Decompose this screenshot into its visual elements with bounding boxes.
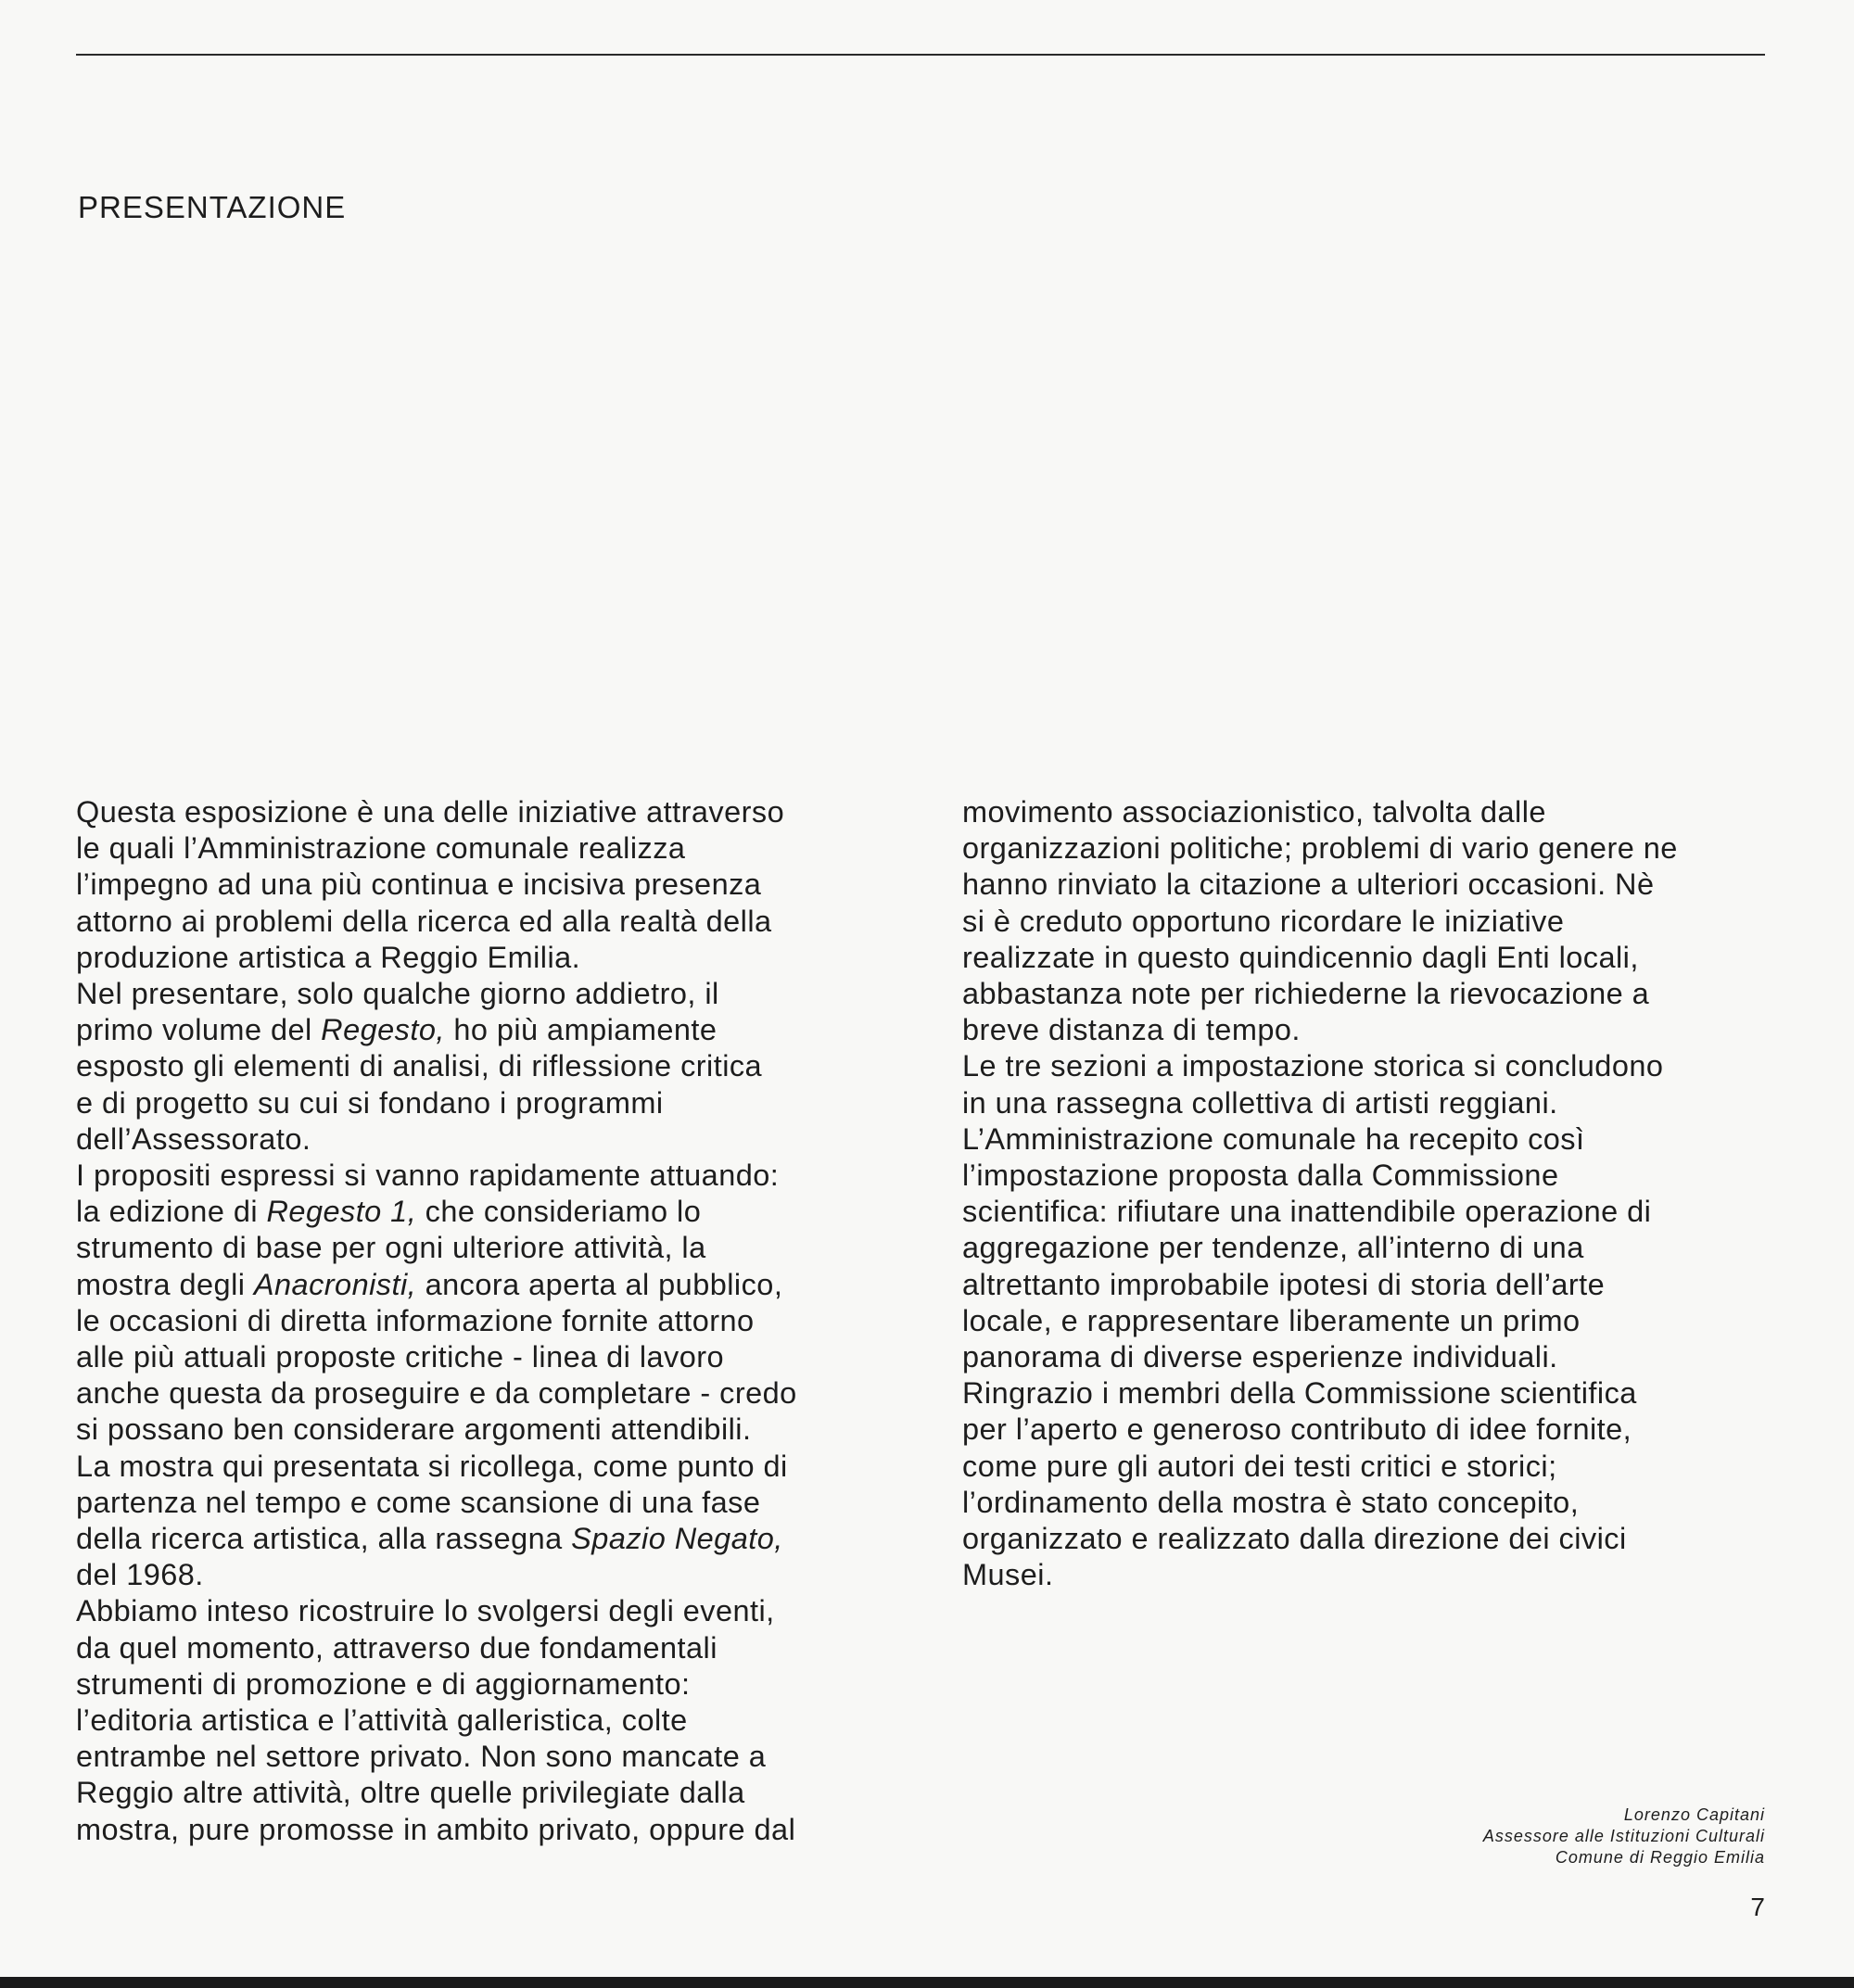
text-line <box>962 1303 1778 1339</box>
text-line <box>962 1194 1778 1230</box>
text-run: aggregazione per tendenze, all’interno di una <box>962 1231 1584 1265</box>
right-column <box>962 794 1778 1593</box>
text-line <box>962 1048 1778 1084</box>
text-line <box>962 1267 1778 1303</box>
text-run: si possano ben considerare argomenti attendibili. <box>76 1412 752 1447</box>
text-line <box>76 1230 910 1266</box>
text-run: esposto gli elementi di analisi, di riflessione critica <box>76 1049 763 1083</box>
italic-title: Regesto, <box>321 1013 445 1047</box>
text-run: mostra, pure promosse in ambito privato, oppure dal <box>76 1812 796 1846</box>
text-line <box>962 1121 1778 1158</box>
text-run: anche questa da proseguire e da completare - credo <box>76 1376 797 1411</box>
text-line <box>76 1703 910 1739</box>
text-line <box>76 976 910 1012</box>
text-line <box>76 1048 910 1084</box>
text-line <box>962 1485 1778 1521</box>
text-line <box>962 867 1778 903</box>
text-run: le occasioni di diretta informazione fornite attorno <box>76 1303 755 1337</box>
text-run: organizzato e realizzato dalla direzione dei civici <box>962 1522 1627 1556</box>
text-run: attorno ai problemi della ricerca ed alla realtà della <box>76 904 772 938</box>
page-number: 7 <box>1750 1893 1765 1921</box>
left-column <box>76 794 910 1848</box>
text-line <box>76 1739 910 1775</box>
text-line <box>76 1303 910 1339</box>
text-run: breve distanza di tempo. <box>962 1013 1301 1047</box>
text-run: l’ordinamento della mostra è stato concepito, <box>962 1485 1580 1519</box>
text-run: della ricerca artistica, alla rassegna <box>76 1522 572 1556</box>
text-run: I propositi espressi si vanno rapidamente attuando: <box>76 1159 780 1193</box>
bottom-edge <box>0 1977 1854 1988</box>
text-run: per l’aperto e generoso contributo di idee fornite, <box>962 1412 1632 1447</box>
text-line <box>962 830 1778 867</box>
text-run: alle più attuali proposte critiche - linea di lavoro <box>76 1340 725 1374</box>
text-line <box>76 1012 910 1048</box>
text-line <box>76 1085 910 1121</box>
text-line <box>962 1230 1778 1266</box>
text-run: primo volume del <box>76 1013 322 1047</box>
text-run: l’impegno ad una più continua e incisiva presenza <box>76 867 762 902</box>
text-run: strumento di base per ogni ulteriore attività, la <box>76 1231 706 1265</box>
text-line <box>76 1194 910 1230</box>
text-run: abbastanza note per richiederne la rievocazione a <box>962 977 1650 1011</box>
text-run: Le tre sezioni a impostazione storica si concludono <box>962 1049 1664 1083</box>
text-line <box>962 940 1778 976</box>
text-line <box>76 1666 910 1703</box>
text-run: Reggio altre attività, oltre quelle privilegiate dalla <box>76 1776 745 1810</box>
text-run: panorama di diverse esperienze individuali. <box>962 1340 1558 1374</box>
text-line <box>962 1012 1778 1048</box>
text-line <box>76 1557 910 1593</box>
text-run: come pure gli autori dei testi critici e storici; <box>962 1449 1557 1483</box>
text-line <box>76 1775 910 1811</box>
text-run: entrambe nel settore privato. Non sono mancate a <box>76 1740 767 1774</box>
text-run: partenza nel tempo e come scansione di una fase <box>76 1485 761 1519</box>
text-run: si è creduto opportuno ricordare le iniziative <box>962 904 1565 938</box>
text-run: realizzate in questo quindicennio dagli Enti locali, <box>962 940 1639 974</box>
signature-name: Lorenzo Capitani <box>1623 1805 1765 1824</box>
text-run: e di progetto su cui si fondano i programmi <box>76 1085 664 1120</box>
section-title: PRESENTAZIONE <box>78 190 347 224</box>
text-line <box>962 1339 1778 1375</box>
text-run: le quali l’Amministrazione comunale realizza <box>76 831 686 866</box>
text-run: ancora aperta al pubblico, <box>416 1267 783 1301</box>
signature-institution: Comune di Reggio Emilia <box>1555 1848 1765 1867</box>
text-run: l’impostazione proposta dalla Commissione <box>962 1159 1559 1193</box>
italic-title: Anacronisti, <box>253 1267 417 1301</box>
text-run: La mostra qui presentata si ricollega, come punto di <box>76 1449 788 1483</box>
text-line <box>962 1375 1778 1412</box>
text-line <box>962 1521 1778 1557</box>
text-line <box>962 904 1778 940</box>
text-line <box>962 1085 1778 1121</box>
text-run: l’editoria artistica e l’attività galleristica, colte <box>76 1703 688 1738</box>
text-run: mostra degli <box>76 1267 254 1301</box>
text-line <box>76 1158 910 1194</box>
top-rule <box>76 54 1765 56</box>
text-run: Questa esposizione è una delle iniziative attraverso <box>76 795 785 829</box>
text-line <box>76 1121 910 1158</box>
text-line <box>76 1593 910 1629</box>
text-line <box>962 1158 1778 1194</box>
text-run: locale, e rappresentare liberamente un primo <box>962 1303 1581 1337</box>
text-run: del 1968. <box>76 1558 204 1592</box>
signature-block <box>1483 1804 1765 1868</box>
text-line <box>76 1375 910 1412</box>
text-run: L’Amministrazione comunale ha recepito così <box>962 1121 1585 1156</box>
text-line <box>962 976 1778 1012</box>
text-run: produzione artistica a Reggio Emilia. <box>76 940 581 974</box>
text-line <box>76 830 910 867</box>
text-line <box>962 1412 1778 1448</box>
text-line <box>76 904 910 940</box>
text-run: movimento associazionistico, talvolta dalle <box>962 795 1546 829</box>
text-run: la edizione di <box>76 1195 267 1229</box>
text-line <box>962 1557 1778 1593</box>
text-line <box>76 940 910 976</box>
text-line <box>76 1449 910 1485</box>
text-line <box>962 794 1778 830</box>
text-run: Abbiamo inteso ricostruire lo svolgersi degli eventi, <box>76 1594 775 1628</box>
text-line <box>962 1449 1778 1485</box>
text-line <box>76 1485 910 1521</box>
text-run: strumenti di promozione e di aggiornamento: <box>76 1666 691 1701</box>
text-run: che consideriamo lo <box>416 1195 702 1229</box>
text-run: in una rassegna collettiva di artisti reggiani. <box>962 1085 1558 1120</box>
text-run: da quel momento, attraverso due fondamentali <box>76 1630 717 1665</box>
text-line <box>76 1812 910 1848</box>
text-line <box>76 1630 910 1666</box>
text-line <box>76 794 910 830</box>
italic-title: Regesto 1, <box>266 1195 417 1229</box>
text-run: Musei. <box>962 1558 1054 1592</box>
text-run: Nel presentare, solo qualche giorno addietro, il <box>76 977 719 1011</box>
text-run: hanno rinviato la citazione a ulteriori occasioni. Nè <box>962 867 1655 902</box>
italic-title: Spazio Negato, <box>571 1522 783 1556</box>
text-line <box>76 1412 910 1448</box>
text-run: altrettanto improbabile ipotesi di storia dell’arte <box>962 1267 1606 1301</box>
text-line <box>76 1521 910 1557</box>
text-run: scientifica: rifiutare una inattendibile operazione di <box>962 1195 1652 1229</box>
text-line <box>76 867 910 903</box>
text-run: Ringrazio i membri della Commissione scientifica <box>962 1376 1637 1411</box>
text-run: dell’Assessorato. <box>76 1121 311 1156</box>
text-run: ho più ampiamente <box>444 1013 717 1047</box>
text-run: organizzazioni politiche; problemi di vario genere ne <box>962 831 1678 866</box>
text-line <box>76 1267 910 1303</box>
signature-role: Assessore alle Istituzioni Culturali <box>1482 1827 1765 1845</box>
text-line <box>76 1339 910 1375</box>
